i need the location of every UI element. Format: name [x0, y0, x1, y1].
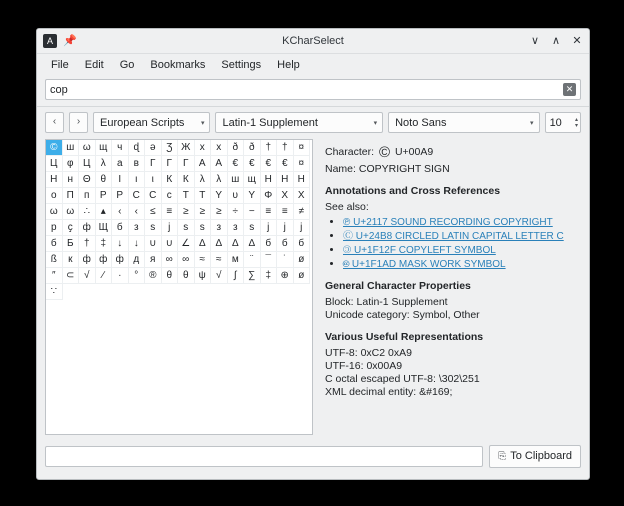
character-cell[interactable]: ф [96, 252, 113, 268]
character-cell[interactable]: х [195, 140, 212, 156]
character-cell[interactable]: ∆ [195, 236, 212, 252]
block-select[interactable] [215, 112, 383, 133]
character-cell[interactable]: ∙ [112, 268, 129, 284]
character-cell[interactable]: ≡ [261, 204, 278, 220]
character-cell[interactable]: К [162, 172, 179, 188]
character-cell[interactable]: Н [277, 172, 294, 188]
minimize-icon[interactable]: ∨ [530, 35, 540, 47]
character-cell[interactable]: ð [244, 140, 261, 156]
name-value: COPYRIGHT SIGN [358, 163, 450, 175]
character-cell[interactable]: Р [96, 188, 113, 204]
font-size-value: 10 [549, 116, 562, 129]
character-cell[interactable]: ш [63, 140, 80, 156]
character-cell[interactable]: † [79, 236, 96, 252]
character-cell[interactable]: ≡ [277, 204, 294, 220]
character-cell[interactable]: θ [178, 268, 195, 284]
xml-value: &#169; [419, 386, 453, 398]
character-cell[interactable]: ф [112, 252, 129, 268]
character-cell[interactable]: € [244, 156, 261, 172]
character-cell[interactable]: ▴ [96, 204, 113, 220]
character-glyph: © [378, 144, 391, 161]
character-cell[interactable]: А [211, 156, 228, 172]
character-cell[interactable]: ↓ [112, 236, 129, 252]
name-line [325, 162, 581, 176]
character-cell[interactable]: с [162, 188, 179, 204]
character-cell[interactable]: ш [228, 172, 245, 188]
character-cell[interactable]: Н [294, 172, 311, 188]
character-cell[interactable]: υ [228, 188, 245, 204]
see-also-list [329, 216, 581, 271]
character-cell[interactable]: ‡ [261, 268, 278, 284]
next-button[interactable]: › [69, 112, 88, 133]
character-cell[interactable]: д [129, 252, 146, 268]
font-size-stepper[interactable] [545, 112, 581, 133]
character-cell[interactable]: А [195, 156, 212, 172]
character-cell[interactable]: λ [96, 156, 113, 172]
character-cell[interactable]: Φ [261, 188, 278, 204]
character-cell[interactable]: ј [162, 220, 179, 236]
character-cell[interactable]: Т [178, 188, 195, 204]
character-cell[interactable]: θ [96, 172, 113, 188]
character-cell[interactable]: ј [294, 220, 311, 236]
coctal-row [325, 373, 581, 386]
character-cell[interactable]: Γ [162, 156, 179, 172]
character-cell[interactable]: ѕ [244, 220, 261, 236]
character-cell[interactable]: ω [46, 204, 63, 220]
character-cell[interactable]: ß [46, 252, 63, 268]
character-cell[interactable]: ≈ [195, 252, 212, 268]
block-label: Block: [325, 296, 354, 308]
character-cell[interactable]: Х [294, 188, 311, 204]
character-cell[interactable]: П [63, 188, 80, 204]
main-area [37, 139, 589, 435]
character-cell[interactable]: щ [96, 140, 113, 156]
character-cell[interactable]: б [46, 236, 63, 252]
character-cell[interactable]: € [228, 156, 245, 172]
character-cell[interactable]: о [46, 188, 63, 204]
character-grid[interactable] [46, 140, 312, 300]
character-cell[interactable]: а [112, 156, 129, 172]
character-cell[interactable]: б [294, 236, 311, 252]
character-cell[interactable]: ј [277, 220, 294, 236]
character-cell[interactable]: λ [195, 172, 212, 188]
xml-label: XML decimal entity: [325, 386, 417, 398]
chevron-down-icon: ▾ [530, 119, 534, 127]
utf16-label: UTF-16: [325, 360, 364, 372]
window-title: KCharSelect [282, 35, 344, 47]
bottom-bar [37, 435, 589, 479]
character-cell[interactable]: Ц [46, 156, 63, 172]
block-value: Latin-1 Supplement [356, 296, 448, 308]
character-cell[interactable]: ɖ [129, 140, 146, 156]
character-cell[interactable]: ¤ [294, 156, 311, 172]
character-cell[interactable]: Т [195, 188, 212, 204]
search-input[interactable] [50, 84, 563, 96]
character-cell[interactable]: λ [211, 172, 228, 188]
character-grid-pane[interactable] [45, 139, 313, 435]
character-cell[interactable]: φ [63, 156, 80, 172]
maximize-icon[interactable]: ∧ [551, 35, 561, 47]
character-cell[interactable]: Н [261, 172, 278, 188]
character-cell[interactable]: я [145, 252, 162, 268]
chevron-down-icon: ▾ [200, 119, 205, 127]
pin-icon[interactable]: 📌 [63, 35, 77, 47]
character-cell[interactable]: ∆ [211, 236, 228, 252]
character-cell[interactable]: Υ [211, 188, 228, 204]
character-cell[interactable]: Υ [244, 188, 261, 204]
character-cell[interactable]: з [129, 220, 146, 236]
character-cell[interactable]: ф [79, 220, 96, 236]
character-cell[interactable]: ≤ [145, 204, 162, 220]
character-cell[interactable]: ″ [46, 268, 63, 284]
character-cell[interactable]: ‹ [112, 204, 129, 220]
app-icon: A [43, 34, 57, 48]
menu-settings[interactable]: Settings [221, 58, 262, 71]
kcharselect-window [36, 28, 590, 480]
character-cell[interactable]: С [129, 188, 146, 204]
character-cell[interactable]: ф [79, 252, 96, 268]
character-cell[interactable]: † [261, 140, 278, 156]
character-cell[interactable]: ∞ [162, 252, 179, 268]
character-cell[interactable]: б [261, 236, 278, 252]
block-row [325, 296, 581, 309]
general-properties-heading: General Character Properties [325, 280, 471, 292]
character-cell[interactable]: Γ [178, 156, 195, 172]
name-label: Name: [325, 163, 356, 175]
character-cell[interactable]: ≥ [195, 204, 212, 220]
character-cell[interactable]: ° [129, 268, 146, 284]
clipboard-icon: ⎘ [498, 450, 507, 462]
character-cell[interactable]: ə [145, 140, 162, 156]
character-cell[interactable]: ↓ [129, 236, 146, 252]
character-cell[interactable]: ø [294, 252, 311, 268]
character-cell[interactable]: в [129, 156, 146, 172]
character-cell[interactable]: √ [211, 268, 228, 284]
character-cell[interactable]: К [178, 172, 195, 188]
stepper-down-icon[interactable]: ▾ [574, 122, 578, 129]
character-cell[interactable]: щ [244, 172, 261, 188]
clear-search-icon[interactable]: ✕ [563, 83, 576, 96]
stepper-up-icon[interactable]: ▴ [574, 116, 578, 123]
character-cell[interactable]: ψ [195, 268, 212, 284]
character-cell[interactable]: ¯ [261, 252, 278, 268]
character-cell[interactable]: ι [145, 172, 162, 188]
script-select[interactable] [93, 112, 210, 133]
character-cell[interactable]: ⊂ [63, 268, 80, 284]
character-cell[interactable]: ∆ [228, 236, 245, 252]
character-codepoint: U+00A9 [394, 146, 434, 158]
character-cell[interactable]: ј [261, 220, 278, 236]
character-cell[interactable]: ∵ [46, 284, 63, 300]
character-cell[interactable]: ≡ [162, 204, 179, 220]
menu-bar [37, 54, 589, 75]
character-cell[interactable]: р [46, 220, 63, 236]
character-cell[interactable]: ∑ [244, 268, 261, 284]
utf8-row [325, 347, 581, 360]
character-cell[interactable]: † [277, 140, 294, 156]
character-cell[interactable]: ѕ [178, 220, 195, 236]
character-cell[interactable]: ÷ [228, 204, 245, 220]
character-cell[interactable]: ® [145, 268, 162, 284]
close-icon[interactable]: ✕ [572, 35, 582, 47]
character-cell[interactable]: С [145, 188, 162, 204]
character-cell[interactable]: Ц [79, 156, 96, 172]
character-cell[interactable]: з [228, 220, 245, 236]
character-cell[interactable]: θ [162, 268, 179, 284]
character-cell[interactable]: з [211, 220, 228, 236]
font-select-value: Noto Sans [395, 116, 447, 129]
search-box[interactable] [45, 79, 581, 100]
character-cell[interactable]: ∠ [178, 236, 195, 252]
stepper-arrows[interactable] [575, 117, 580, 129]
character-cell[interactable]: ‡ [96, 236, 113, 252]
previous-button[interactable]: ‹ [45, 112, 64, 133]
character-cell[interactable]: ∕ [96, 268, 113, 284]
to-clipboard-button[interactable] [489, 445, 581, 468]
menu-file[interactable]: File [51, 58, 69, 71]
coctal-label: C octal escaped UTF-8: [325, 373, 436, 385]
window-controls [529, 35, 583, 47]
title-bar-left [43, 34, 77, 48]
clipboard-text-input[interactable] [45, 446, 483, 467]
character-cell[interactable]: к [63, 252, 80, 268]
character-details-pane [313, 139, 581, 435]
character-cell[interactable]: Щ [96, 220, 113, 236]
character-cell[interactable]: ø [294, 268, 311, 284]
character-cell[interactable]: н [63, 172, 80, 188]
character-cell[interactable]: ˙ [277, 252, 294, 268]
character-cell[interactable]: б [277, 236, 294, 252]
character-cell[interactable]: Н [46, 172, 63, 188]
annotations-heading: Annotations and Cross References [325, 185, 501, 197]
general-properties [325, 296, 581, 322]
character-cell[interactable]: ≈ [211, 252, 228, 268]
character-cell[interactable]: м [228, 252, 245, 268]
character-cell[interactable]: € [261, 156, 278, 172]
selection-toolbar [37, 107, 589, 139]
representations [325, 347, 581, 399]
character-line [325, 145, 581, 160]
character-cell[interactable]: © [46, 140, 63, 156]
coctal-value: \302\251 [438, 373, 480, 385]
character-cell[interactable]: ð [228, 140, 245, 156]
see-also-link[interactable]: 🅭 U+1F1AD MASK WORK SYMBOL [343, 259, 506, 270]
character-cell[interactable]: ‹ [129, 204, 146, 220]
character-cell[interactable]: ω [63, 204, 80, 220]
character-cell[interactable]: Ʒ [162, 140, 179, 156]
character-cell[interactable]: ∫ [228, 268, 245, 284]
character-cell[interactable]: ⊕ [277, 268, 294, 284]
character-cell[interactable]: Б [63, 236, 80, 252]
character-cell[interactable]: Г [145, 156, 162, 172]
character-label: Character: [325, 146, 375, 158]
character-cell[interactable]: ѕ [145, 220, 162, 236]
utf8-label: UTF-8: [325, 347, 358, 359]
character-cell[interactable]: − [244, 204, 261, 220]
character-cell[interactable]: ∆ [244, 236, 261, 252]
character-cell[interactable]: ҫ [63, 220, 80, 236]
see-also-link[interactable]: Ⓒ U+24B8 CIRCLED LATIN CAPITAL LETTER C [343, 231, 564, 242]
character-cell[interactable]: ≥ [211, 204, 228, 220]
menu-go[interactable]: Go [119, 58, 135, 71]
character-cell[interactable]: б [112, 220, 129, 236]
list-item [343, 230, 581, 243]
character-cell[interactable]: ч [112, 140, 129, 156]
utf8-value: 0xC2 0xA9 [360, 347, 412, 359]
script-select-value: European Scripts [100, 116, 185, 129]
character-cell[interactable]: І [112, 172, 129, 188]
menu-help[interactable]: Help [277, 58, 300, 71]
see-also-link[interactable]: 🄯 U+1F12F COPYLEFT SYMBOL [343, 245, 496, 256]
utf16-value: 0x00A9 [366, 360, 403, 372]
menu-bookmarks[interactable]: Bookmarks [150, 58, 206, 71]
character-cell[interactable]: Р [112, 188, 129, 204]
list-item [343, 258, 581, 271]
category-label: Unicode category: [325, 309, 410, 321]
character-cell[interactable]: √ [79, 268, 96, 284]
search-row [37, 75, 589, 104]
character-cell[interactable]: ∪ [145, 236, 162, 252]
see-also-link[interactable]: ℗ U+2117 SOUND RECORDING COPYRIGHT [343, 217, 553, 228]
character-cell[interactable]: Ж [178, 140, 195, 156]
character-cell[interactable]: Θ [79, 172, 96, 188]
character-cell[interactable]: Х [277, 188, 294, 204]
character-cell[interactable]: € [277, 156, 294, 172]
to-clipboard-label: To Clipboard [510, 450, 572, 462]
character-cell[interactable]: ¨ [244, 252, 261, 268]
character-cell[interactable]: ѕ [195, 220, 212, 236]
character-cell[interactable]: ∴ [79, 204, 96, 220]
character-cell[interactable]: ω [79, 140, 96, 156]
character-cell[interactable]: ∞ [178, 252, 195, 268]
list-item [343, 244, 581, 257]
category-row [325, 309, 581, 322]
character-cell[interactable]: ∪ [162, 236, 179, 252]
character-cell[interactable]: ≠ [294, 204, 311, 220]
menu-edit[interactable]: Edit [84, 58, 104, 71]
xml-row [325, 386, 581, 399]
chevron-down-icon: ▾ [373, 119, 378, 127]
see-also-label: See also: [325, 201, 369, 213]
character-cell[interactable]: х [211, 140, 228, 156]
character-cell[interactable]: п [79, 188, 96, 204]
character-cell[interactable]: ı [129, 172, 146, 188]
utf16-row [325, 360, 581, 373]
character-cell[interactable]: ¤ [294, 140, 311, 156]
character-cell[interactable]: ≥ [178, 204, 195, 220]
representations-heading: Various Useful Representations [325, 331, 484, 343]
font-select[interactable] [388, 112, 539, 133]
list-item [343, 216, 581, 229]
title-bar [37, 29, 589, 54]
category-value: Symbol, Other [412, 309, 480, 321]
block-select-value: Latin-1 Supplement [222, 116, 318, 129]
